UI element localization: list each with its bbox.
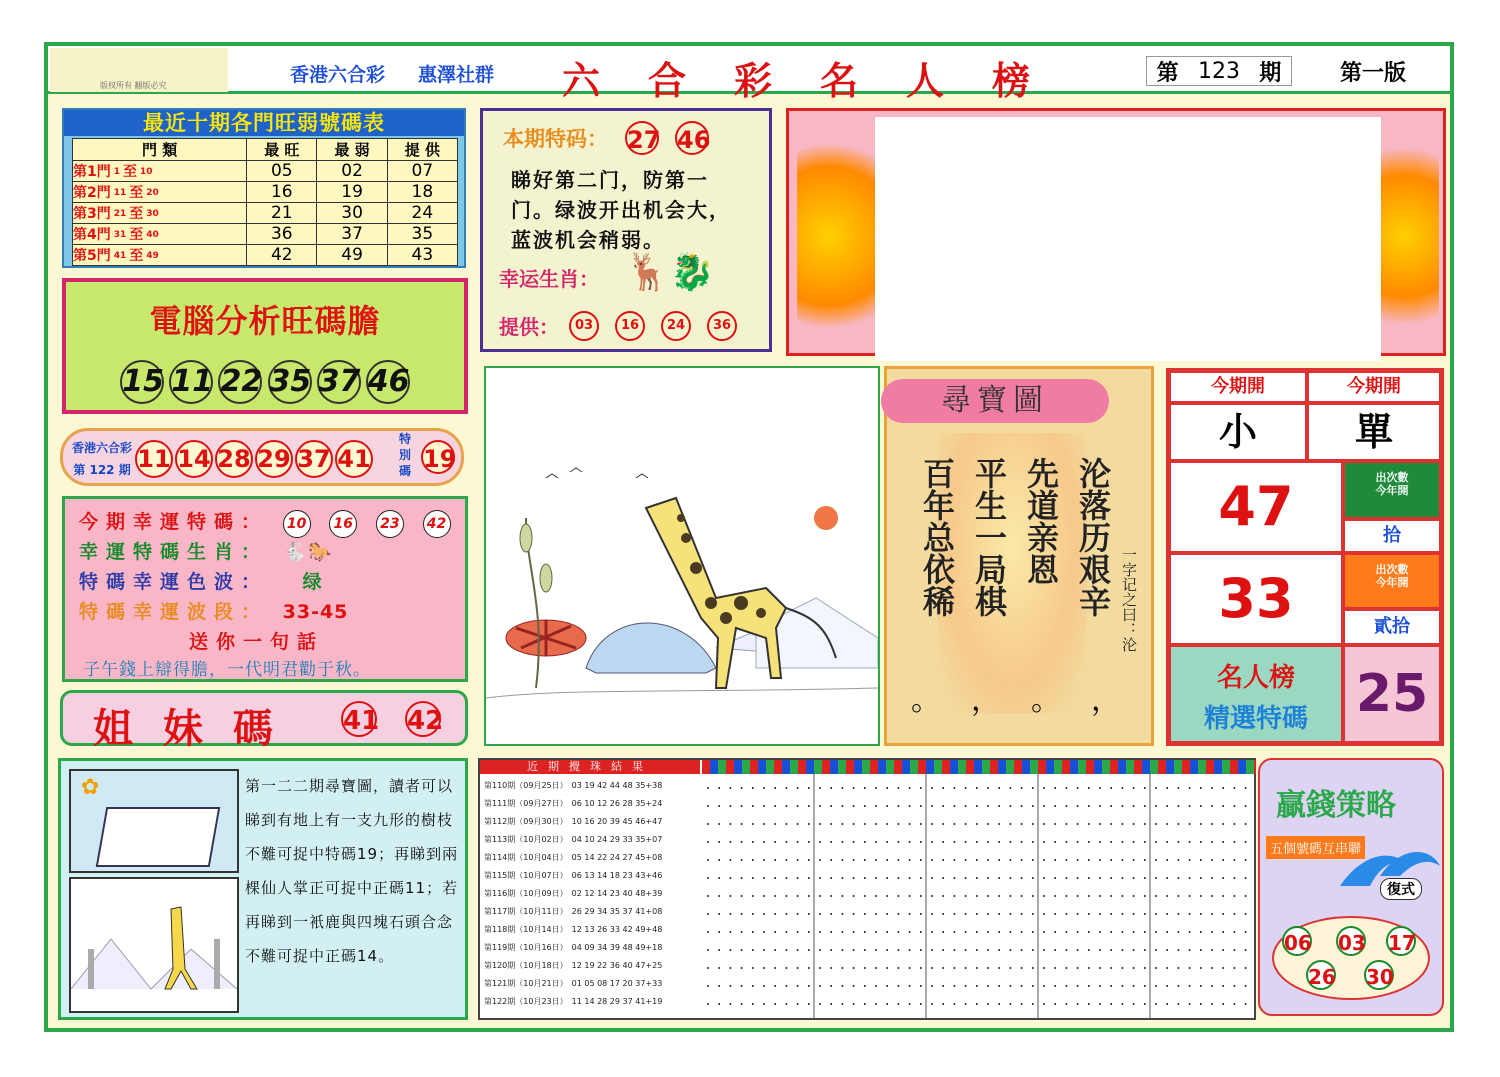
lucky-ball: 23 bbox=[376, 510, 404, 538]
stats-panel bbox=[1166, 368, 1444, 746]
number-ball: 37 bbox=[295, 440, 333, 478]
poem-punct: 。 bbox=[911, 683, 941, 718]
year-label: 今年開 bbox=[1375, 576, 1409, 589]
lucky-box bbox=[62, 496, 468, 682]
hot-cold-grid bbox=[72, 138, 458, 266]
issue-box bbox=[1146, 56, 1292, 86]
history-row bbox=[484, 906, 662, 917]
special-ball: 19 bbox=[421, 440, 455, 474]
cold-cell: 19 bbox=[317, 182, 387, 203]
col-header: 最 旺 bbox=[247, 139, 317, 161]
issue-prefix: 第 bbox=[1156, 60, 1179, 86]
hot-cold-table bbox=[62, 108, 466, 268]
table-row bbox=[73, 182, 458, 203]
history-row bbox=[484, 924, 662, 935]
poem-col: 沦落历艰辛 bbox=[1074, 457, 1112, 617]
community-label: 惠澤社群 bbox=[418, 64, 495, 86]
history-row-numbers: 11 14 28 29 37 41+19 bbox=[571, 997, 663, 1006]
pc-analysis-box bbox=[62, 278, 468, 414]
col-header: 提 供 bbox=[387, 139, 457, 161]
pc-analysis-title: 電腦分析旺碼膽 bbox=[149, 302, 381, 340]
number-ball: 11 bbox=[135, 440, 173, 478]
history-row-label: 第120期（10月18日） bbox=[484, 961, 568, 970]
history-row-numbers: 10 16 20 39 45 46+47 bbox=[571, 817, 663, 826]
strategy-box bbox=[1258, 758, 1444, 1016]
poem-side-note: 一字记之曰：沦 bbox=[1120, 547, 1138, 652]
issue-suffix: 期 bbox=[1259, 60, 1282, 86]
lucky-color-label: 特碼幸運色波： bbox=[79, 571, 269, 593]
book-illustration: ✿ bbox=[69, 769, 239, 873]
table-row bbox=[73, 224, 458, 245]
dragon-art-left bbox=[797, 131, 877, 341]
offer-cell: 35 bbox=[387, 224, 457, 245]
strategy-title: 贏錢策略 bbox=[1276, 788, 1396, 823]
number-ball: 26 bbox=[1306, 960, 1336, 990]
count-value: 貳拾 bbox=[1343, 609, 1441, 645]
col-header: 今期開 bbox=[1307, 371, 1441, 403]
number-ball: 42 bbox=[405, 701, 441, 737]
cold-cell: 30 bbox=[317, 203, 387, 224]
offer-cell: 18 bbox=[387, 182, 457, 203]
history-row-numbers: 06 10 12 26 28 35+24 bbox=[571, 799, 663, 808]
hot-cell: 16 bbox=[247, 182, 317, 203]
number-ball: 46 bbox=[675, 121, 709, 155]
table-row bbox=[73, 203, 458, 224]
door-label: 第2門 bbox=[73, 185, 111, 201]
number-ball: 30 bbox=[1364, 960, 1394, 990]
history-row-label: 第118期（10月14日） bbox=[484, 925, 568, 934]
sister-numbers bbox=[60, 690, 468, 752]
history-row bbox=[484, 780, 662, 791]
blank-banner-area bbox=[875, 117, 1381, 361]
special-label: 特別碼 bbox=[399, 432, 412, 478]
offer-cell: 07 bbox=[387, 161, 457, 182]
number-ball: 27 bbox=[625, 121, 659, 155]
clue-text: 第一二二期尋寶圖，讀者可以睇到有地上有一支九形的樹枝不難可捉中特碼19；再睇到兩棵仙人掌正可捉中正碼11；若再睇到一衹鹿與四塊石頭合念不難可捉中正碼14。 bbox=[245, 777, 459, 965]
history-row-label: 第121期（10月21日） bbox=[484, 979, 568, 988]
lucky-special-label: 今期幸運特碼： bbox=[79, 511, 269, 533]
history-row bbox=[484, 996, 662, 1007]
puzzle-picture bbox=[484, 366, 880, 746]
history-row-numbers: 26 29 34 35 37 41+08 bbox=[571, 907, 663, 916]
ranking-number: 25 bbox=[1343, 645, 1441, 743]
hot-number: 33 bbox=[1169, 553, 1343, 645]
history-row-label: 第111期（09月27日） bbox=[484, 799, 568, 808]
hot-cell: 36 bbox=[247, 224, 317, 245]
zodiac-animal-icon: 🐇🐎 bbox=[282, 541, 334, 563]
history-title: 近期攪珠結果 bbox=[480, 760, 700, 774]
poem-col: 百年总依稀 bbox=[918, 457, 956, 617]
history-row-numbers: 01 05 08 17 20 37+33 bbox=[571, 979, 663, 988]
col-header: 最 弱 bbox=[317, 139, 387, 161]
door-to-label: 至 bbox=[129, 185, 144, 201]
offer-numbers bbox=[569, 311, 753, 341]
year-label: 今年開 bbox=[1375, 484, 1409, 497]
number-ball: 37 bbox=[317, 360, 361, 404]
door-label: 第4門 bbox=[73, 227, 111, 243]
number-ball: 41 bbox=[335, 440, 373, 478]
sister-title: 姐 妹 碼 bbox=[93, 705, 281, 752]
poem-punct: ， bbox=[1091, 683, 1121, 718]
history-row-numbers: 02 12 14 23 40 48+39 bbox=[571, 889, 663, 898]
offer-cell: 24 bbox=[387, 203, 457, 224]
number-ball: 24 bbox=[661, 311, 691, 341]
door-from: 31 bbox=[113, 230, 127, 240]
poem-col: 先道亲恩 bbox=[1022, 457, 1060, 585]
col-header: 門 類 bbox=[73, 139, 247, 161]
logo-box bbox=[50, 48, 228, 92]
lucky-ball: 10 bbox=[283, 510, 311, 538]
offer-cell: 43 bbox=[387, 245, 457, 266]
number-ball: 35 bbox=[268, 360, 312, 404]
door-from: 11 bbox=[113, 188, 127, 198]
history-row-label: 第112期（09月30日） bbox=[484, 817, 568, 826]
door-to: 10 bbox=[140, 167, 153, 177]
previous-draw bbox=[60, 428, 464, 486]
table-row bbox=[73, 245, 458, 266]
lucky-ball: 16 bbox=[329, 510, 357, 538]
strategy-subtitle: 五個號碼互串聯 bbox=[1266, 836, 1365, 859]
number-ball: 22 bbox=[218, 360, 262, 404]
door-from: 41 bbox=[113, 251, 127, 261]
number-ball: 03 bbox=[1336, 926, 1366, 956]
number-ball: 29 bbox=[255, 440, 293, 478]
this-period-box bbox=[480, 108, 772, 352]
door-to-label: 至 bbox=[129, 248, 144, 264]
parity-result: 單 bbox=[1307, 403, 1441, 461]
history-row bbox=[484, 942, 662, 953]
history-row bbox=[484, 888, 662, 899]
page-title: 六合彩名人榜 bbox=[562, 58, 1079, 103]
prev-numbers bbox=[135, 440, 373, 478]
hot-cell: 21 bbox=[247, 203, 317, 224]
edition-label: 第一版 bbox=[1340, 61, 1407, 86]
number-ball: 11 bbox=[169, 360, 213, 404]
pc-analysis-numbers bbox=[66, 360, 464, 404]
history-row-label: 第122期（10月23日） bbox=[484, 997, 568, 1006]
history-row bbox=[484, 834, 662, 845]
hot-cold-title: 最近十期各門旺弱號碼表 bbox=[64, 110, 464, 136]
history-chart bbox=[478, 758, 1256, 1020]
history-row-numbers: 12 13 26 33 42 49+48 bbox=[571, 925, 663, 934]
poem-punct: 。 bbox=[1031, 683, 1061, 718]
issue-number: 123 bbox=[1197, 58, 1240, 84]
number-ball: 36 bbox=[707, 311, 737, 341]
door-label: 第3門 bbox=[73, 206, 111, 222]
number-ball: 06 bbox=[1282, 926, 1312, 956]
hot-number: 47 bbox=[1169, 461, 1343, 553]
history-row-label: 第117期（10月11日） bbox=[484, 907, 568, 916]
number-ball: 17 bbox=[1386, 926, 1416, 956]
size-result: 小 bbox=[1169, 403, 1307, 461]
door-to: 40 bbox=[146, 230, 159, 240]
table-row bbox=[73, 161, 458, 182]
clue-box bbox=[58, 758, 468, 1020]
history-row-numbers: 04 10 24 29 33 35+07 bbox=[571, 835, 663, 844]
history-row bbox=[484, 960, 662, 971]
special-label: 本期特码： bbox=[503, 127, 608, 151]
door-to: 30 bbox=[146, 209, 159, 219]
history-row-numbers: 03 19 42 44 48 35+38 bbox=[571, 781, 663, 790]
treasure-title: 尋寶圖 bbox=[881, 379, 1109, 423]
history-row-label: 第115期（10月07日） bbox=[484, 871, 568, 880]
history-row-label: 第113期（10月02日） bbox=[484, 835, 568, 844]
history-row-label: 第119期（10月16日） bbox=[484, 943, 568, 952]
number-ball: 14 bbox=[175, 440, 213, 478]
count-value: 拾 bbox=[1343, 519, 1441, 553]
count-label: 出次數 bbox=[1375, 471, 1409, 484]
history-row-numbers: 04 09 34 39 48 49+18 bbox=[571, 943, 663, 952]
poem-col: 平生一局棋 bbox=[970, 457, 1008, 617]
ranking-sub: 精選特碼 bbox=[1203, 704, 1308, 734]
strategy-tag: 復式 bbox=[1380, 878, 1422, 900]
gift-line-text: 子午錢上辯得膽，一代明君勸于秋。 bbox=[83, 660, 371, 680]
door-to: 20 bbox=[146, 188, 159, 198]
door-to-label: 至 bbox=[129, 227, 144, 243]
cold-cell: 49 bbox=[317, 245, 387, 266]
history-row bbox=[484, 798, 662, 809]
history-row-label: 第110期（09月25日） bbox=[484, 781, 568, 790]
lucky-zodiac-label: 幸運特碼生肖： bbox=[79, 541, 269, 563]
lucky-range-value: 33-45 bbox=[282, 601, 349, 623]
number-ball: 15 bbox=[120, 360, 164, 404]
cold-cell: 02 bbox=[317, 161, 387, 182]
history-row-label: 第116期（10月09日） bbox=[484, 889, 568, 898]
prev-brand: 香港六合彩 bbox=[71, 441, 132, 455]
poem-punct: ， bbox=[971, 683, 1001, 718]
door-label: 第1門 bbox=[73, 164, 111, 180]
history-row bbox=[484, 816, 662, 827]
door-to: 49 bbox=[146, 251, 159, 261]
history-row bbox=[484, 870, 662, 881]
logo-tiny-text: 版权所有 翻版必究 bbox=[100, 81, 167, 90]
number-ball: 16 bbox=[615, 311, 645, 341]
prev-issue: 第 122 期 bbox=[73, 463, 131, 477]
history-row bbox=[484, 978, 662, 989]
treasure-map-box bbox=[884, 366, 1154, 746]
lucky-ball: 42 bbox=[423, 510, 451, 538]
cold-cell: 37 bbox=[317, 224, 387, 245]
history-row-numbers: 06 13 14 18 23 43+46 bbox=[571, 871, 663, 880]
giraffe-sketch bbox=[69, 877, 239, 1013]
forecast-text: 睇好第二门，防第一门。绿波开出机会大，蓝波机会稍弱。 bbox=[511, 168, 731, 252]
door-from: 1 bbox=[113, 167, 121, 177]
zodiac-label: 幸运生肖： bbox=[499, 267, 599, 291]
decorative-banner bbox=[786, 108, 1446, 356]
ranking-label: 名人榜 bbox=[1216, 663, 1295, 693]
number-ball: 41 bbox=[341, 701, 377, 737]
offer-label: 提供： bbox=[499, 315, 559, 339]
door-from: 21 bbox=[113, 209, 127, 219]
door-label: 第5門 bbox=[73, 248, 111, 264]
history-row-numbers: 12 19 22 36 40 47+25 bbox=[571, 961, 663, 970]
lucky-color-value: 绿 bbox=[302, 571, 330, 593]
hot-cell: 05 bbox=[247, 161, 317, 182]
giraffe-illustration bbox=[486, 368, 878, 744]
ball-color-strip bbox=[702, 760, 1256, 774]
lucky-range-label: 特碼幸運波段： bbox=[79, 601, 269, 623]
gift-line-title: 送你一句話 bbox=[189, 631, 325, 653]
door-to-label: 至 bbox=[123, 164, 138, 180]
dot-grid bbox=[702, 774, 1256, 1020]
history-row bbox=[484, 852, 662, 863]
history-row-numbers: 05 14 22 24 27 45+08 bbox=[571, 853, 663, 862]
number-ball: 46 bbox=[366, 360, 410, 404]
deer-dragon-icon: 🦌🐉 bbox=[625, 252, 715, 293]
number-ball: 28 bbox=[215, 440, 253, 478]
brand-label: 香港六合彩 bbox=[290, 64, 386, 86]
col-header: 今期開 bbox=[1169, 371, 1307, 403]
door-to-label: 至 bbox=[129, 206, 144, 222]
number-ball: 03 bbox=[569, 311, 599, 341]
history-row-label: 第114期（10月04日） bbox=[484, 853, 568, 862]
hot-cell: 42 bbox=[247, 245, 317, 266]
count-label: 出次數 bbox=[1375, 563, 1409, 576]
